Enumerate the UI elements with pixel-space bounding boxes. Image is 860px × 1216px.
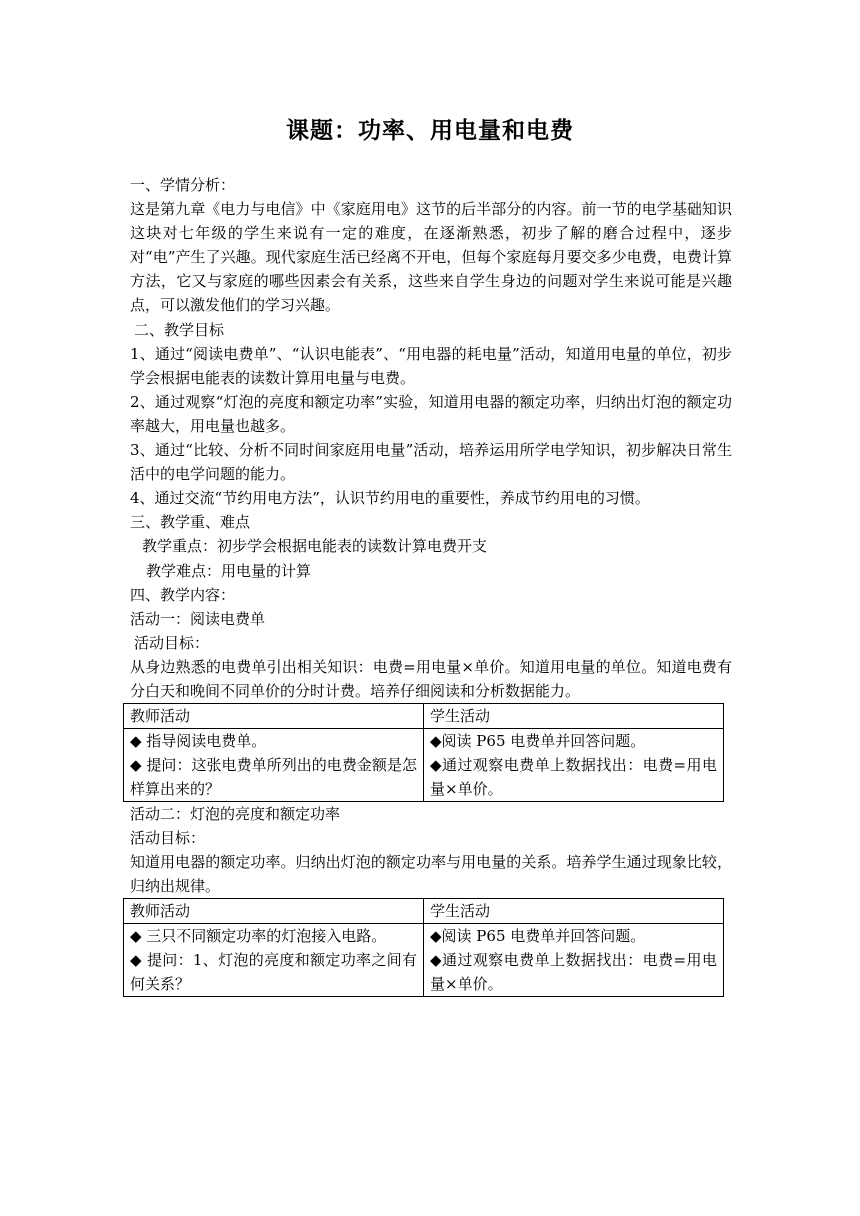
difficult-point-text: 教学难点：用电量的计算 (146, 561, 312, 580)
section-heading-goals: 二、教学目标 (134, 320, 225, 339)
activity2-goal-label: 活动目标： (130, 829, 206, 848)
goal-item-1: 1、通过“阅读电费单”、“认识电能表”、“用电器的耗电量”活动，知道用电量的单位，初步学会根据电能表的读数计算用电量与电费。 (130, 344, 732, 387)
header-student-activity: 学生活动 (424, 704, 724, 729)
document-title: 课题：功率、用电量和电费 (286, 118, 574, 144)
section-heading-analysis: 一、学情分析： (130, 176, 236, 194)
teacher-activity-cell (124, 729, 424, 802)
teacher-item-1: ◆ 三只不同额定功率的灯泡接入电路。 (130, 927, 387, 946)
student-item-2: ◆通过观察电费单上数据找出：电费=用电量×单价。 (430, 756, 717, 799)
activity2-table (123, 898, 724, 997)
header-teacher-activity: 教师活动 (124, 899, 424, 924)
analysis-paragraph: 这是第九章《电力与电信》中《家庭用电》这节的后半部分的内容。前一节的电学基础知识这块对七年级的学生来说有一定的难度，在逐渐熟悉，初步了解的磨合过程中，逐步对“电”产生了兴趣。现代家庭生活已经离不开电，但每个家庭每月要交多少电费，电费计算方法，它又与家庭的哪些因素会有关系，这些来自学生身边的问题对学生来说可能是兴趣点，可以激发他们的学习兴趣。 (130, 200, 732, 315)
table-header-row (124, 899, 724, 924)
teacher-activity-cell (124, 924, 424, 997)
header-teacher-activity: 教师活动 (124, 704, 424, 729)
goal-item-3: 3、通过“比较、分析不同时间家庭用电量”活动，培养运用所学电学知识，初步解决日常生活中的电学问题的能力。 (130, 441, 732, 484)
teacher-item-1: ◆ 指导阅读电费单。 (130, 732, 267, 751)
student-item-1: ◆阅读 P65 电费单并回答问题。 (430, 927, 646, 946)
table-row (124, 729, 724, 802)
goal-item-4: 4、通过交流“节约用电方法”，认识节约用电的重要性，养成节约用电的习惯。 (130, 489, 650, 508)
activity1-goal-text: 从身边熟悉的电费单引出相关知识：电费=用电量×单价。知道用电量的单位。知道电费有分白天和晚间不同单价的分时计费。培养仔细阅读和分析数据能力。 (130, 657, 732, 700)
teacher-item-2: ◆ 提问：1、灯泡的亮度和额定功率之间有何关系？ (130, 951, 417, 994)
teacher-item-2: ◆ 提问：这张电费单所列出的电费金额是怎样算出来的？ (130, 756, 417, 799)
activity1-heading: 活动一：阅读电费单 (130, 609, 266, 628)
header-student-activity: 学生活动 (424, 899, 724, 924)
student-activity-cell (424, 729, 724, 802)
activity1-goal-label: 活动目标： (134, 633, 210, 652)
section-heading-key-points: 三、教学重、难点 (130, 513, 251, 532)
goal-item-2: 2、通过观察“灯泡的亮度和额定功率”实验，知道用电器的额定功率，归纳出灯泡的额定功率越大，用电量也越多。 (130, 392, 732, 435)
activity2-heading: 活动二：灯泡的亮度和额定功率 (130, 805, 341, 824)
student-item-2: ◆通过观察电费单上数据找出：电费=用电量×单价。 (430, 951, 717, 994)
document-body (130, 173, 732, 997)
key-point-text: 教学重点：初步学会根据电能表的读数计算电费开支 (142, 537, 488, 556)
student-activity-cell (424, 924, 724, 997)
student-item-1: ◆阅读 P65 电费单并回答问题。 (430, 732, 646, 751)
activity1-table (123, 703, 724, 802)
activity2-goal-text: 知道用电器的额定功率。归纳出灯泡的额定功率与用电量的关系。培养学生通过现象比较，归纳出规律。 (130, 853, 732, 896)
section-heading-content: 四、教学内容： (130, 585, 236, 604)
table-header-row (124, 704, 724, 729)
table-row (124, 924, 724, 997)
